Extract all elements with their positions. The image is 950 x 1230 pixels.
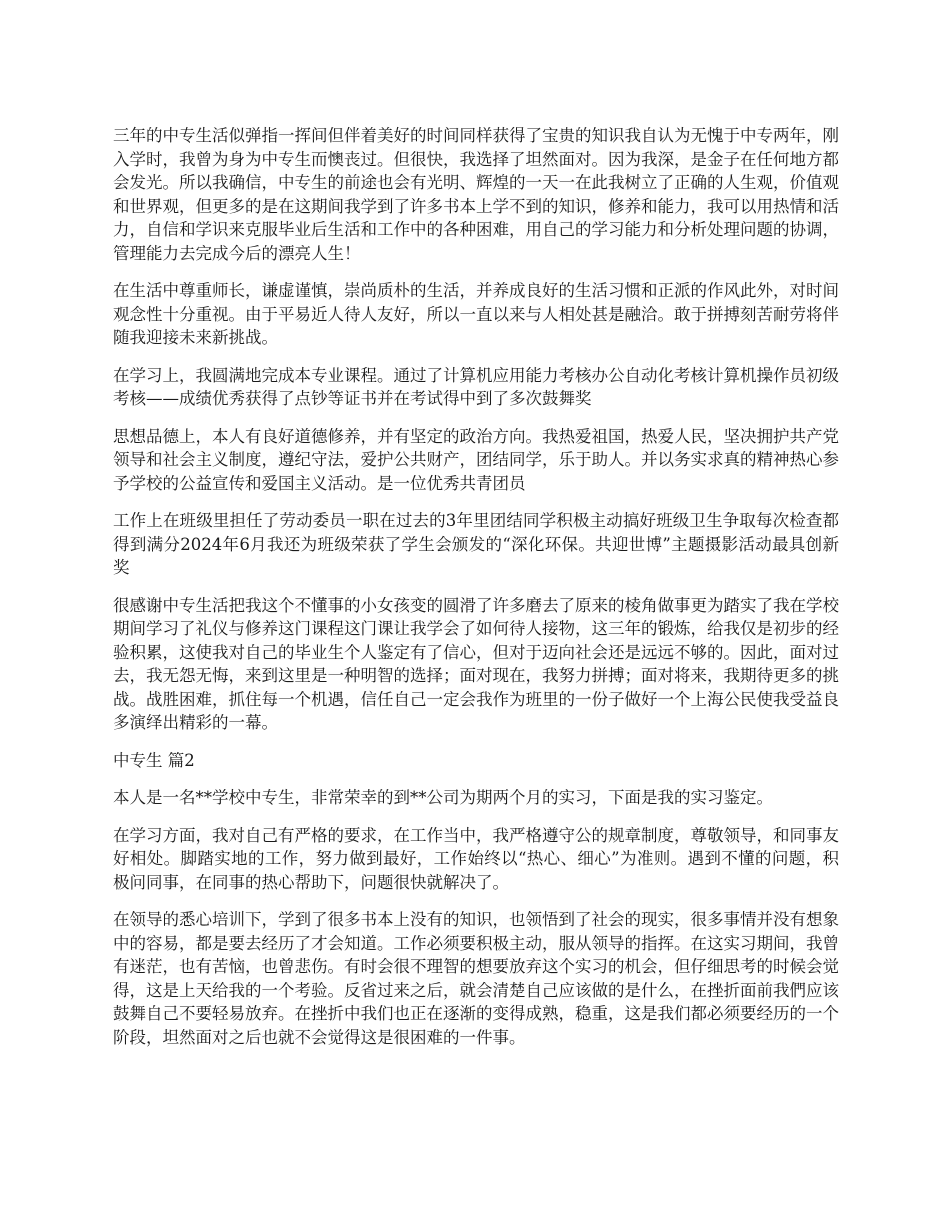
paragraph: 思想品德上，本人有良好道德修养，并有坚定的政治方向。我热爱祖国，热爱人民，坚决拥护共产党领导和社会主义制度，遵纪守法，爱护公共财产，团结同学，乐于助人。并以务实求真的精神热心参予学校的公益宣传和爱国主义活动。是一位优秀共青团员 xyxy=(113,426,839,493)
paragraph: 在学习上，我圆满地完成本专业课程。通过了计算机应用能力考核办公自动化考核计算机操作员初级考核——成绩优秀获得了点钞等证书并在考试得中到了多次鼓舞奖 xyxy=(113,365,839,408)
paragraph: 在生活中尊重师长，谦虚谨慎，崇尚质朴的生活，并养成良好的生活习惯和正派的作风此外，对时间观念性十分重视。由于平易近人待人友好，所以一直以来与人相处甚是融洽。敢于拼搏刻苦耐劳将伴随我迎接未来新挑战。 xyxy=(113,281,839,347)
paragraph: 很感谢中专生活把我这个不懂事的小女孩变的圆滑了许多磨去了原来的棱角做事更为踏实了我在学校期间学习了礼仪与修养这门课程这门课让我学会了如何待人接物，这三年的锻炼，给我仅是初步的经验积累，这使我对自己的毕业生个人鉴定有了信心，但对于迈向社会还是远远不够的。因此，面对过去，我无怨无悔，来到这里是一种明智的选择；面对现在，我努力拼搏；面对将来，我期待更多的挑战。战胜困难，抓住每一个机遇，信任自己一定会我作为班里的一份子做好一个上海公民使我受益良多演绎出精彩的一幕。 xyxy=(113,595,839,732)
paragraph: 工作上在班级里担任了劳动委员一职在过去的3年里团结同学积极主动搞好班级卫生争取每次检查都得到满分2024年6月我还为班级荣获了学生会颁发的“深化环保。共迎世博”主题摄影活动最具创新奖 xyxy=(113,511,839,577)
paragraph: 在学习方面，我对自己有严格的要求，在工作当中，我严格遵守公的规章制度，尊敬领导，和同事友好相处。脚踏实地的工作，努力做到最好，工作始终以“热心、细心”为准则。遇到不懂的问题，积极问同事，在同事的热心帮助下，问题很快就解决了。 xyxy=(113,825,839,892)
paragraph: 三年的中专生活似弹指一挥间但伴着美好的时间同样获得了宝贵的知识我自认为无愧于中专两年，刚入学时，我曾为身为中专生而懊丧过。但很快，我选择了坦然面对。因为我深，是金子在任何地方都会发光。所以我确信，中专生的前途也会有光明、辉煌的一天一在此我树立了正确的人生观，价值观和世界观，但更多的是在这期间我学到了许多书本上学不到的知识，修养和能力，我可以用热情和活力，自信和学识来克服毕业后生活和工作中的各种困难，用自己的学习能力和分析处理问题的协调，管理能力去完成今后的漂亮人生！ xyxy=(113,126,839,263)
document-page xyxy=(113,124,839,1063)
section-heading: 中专生 篇2 xyxy=(113,750,195,770)
paragraph: 本人是一名**学校中专生，非常荣幸的到**公司为期两个月的实习，下面是我的实习鉴定。 xyxy=(113,788,773,807)
paragraph: 在领导的悉心培训下，学到了很多书本上没有的知识，也领悟到了社会的现实，很多事情并没有想象中的容易，都是要去经历了才会知道。工作必须要积极主动，服从领导的指挥。在这实习期间，我曾有迷茫，也有苦恼，也曾悲伤。有时会很不理智的想要放弃这个实习的机会，但仔细思考的时候会觉得，这是上天给我的一个考验。反省过来之后，就会清楚自己应该做的是什么，在挫折面前我們应该鼓舞自己不要轻易放弃。在挫折中我们也正在逐渐的变得成熟，稳重，这是我们都必须要经历的一个阶段，坦然面对之后也就不会觉得这是很困难的一件事。 xyxy=(113,910,839,1047)
